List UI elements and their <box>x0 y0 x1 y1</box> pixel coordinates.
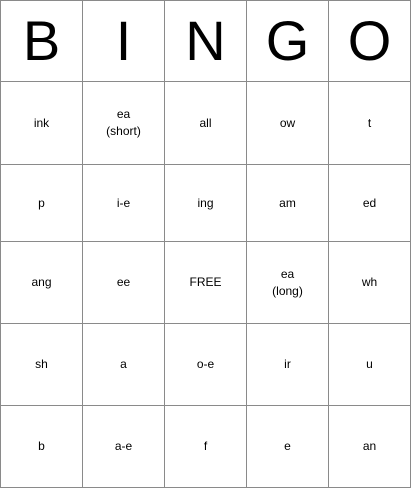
bingo-cell-text: f <box>203 439 208 453</box>
bingo-cell-text: u <box>366 357 373 371</box>
bingo-cell-n-5[interactable] <box>165 406 247 488</box>
bingo-cell-text: (short) <box>106 124 141 138</box>
bingo-cell-b-2[interactable] <box>1 165 83 242</box>
bingo-cell-o-2[interactable] <box>329 165 411 242</box>
bingo-cell-b-4[interactable] <box>1 324 83 406</box>
bingo-cell-text: a <box>120 357 127 371</box>
bingo-cell-text: am <box>279 195 296 210</box>
bingo-cell-text: ing <box>197 195 214 210</box>
bingo-cell-g-3[interactable] <box>247 242 329 324</box>
bingo-cell-text: ed <box>362 195 377 210</box>
bingo-cell-o-3[interactable] <box>329 242 411 324</box>
header-letter-o: O <box>329 1 411 82</box>
bingo-cell-text: ea <box>280 266 295 281</box>
bingo-cell-text: ir <box>284 357 291 371</box>
bingo-header-row <box>1 1 411 82</box>
header-letter-b: B <box>1 1 83 82</box>
bingo-cell-i-3[interactable] <box>83 242 165 324</box>
bingo-cell-n-1[interactable] <box>165 82 247 165</box>
bingo-cell-i-1[interactable] <box>83 82 165 165</box>
bingo-cell-text: i-e <box>116 195 131 210</box>
bingo-cell-g-4[interactable] <box>247 324 329 406</box>
bingo-cell-i-4[interactable] <box>83 324 165 406</box>
bingo-grid <box>1 82 411 488</box>
bingo-cell-g-1[interactable] <box>247 82 329 165</box>
bingo-cell-text: all <box>199 115 212 130</box>
bingo-cell-b-3[interactable] <box>1 242 83 324</box>
header-letter-i: I <box>83 1 165 82</box>
bingo-cell-b-5[interactable] <box>1 406 83 488</box>
bingo-cell-text: wh <box>361 275 378 289</box>
bingo-cell-text: FREE <box>189 275 222 289</box>
bingo-cell-text: an <box>362 439 377 453</box>
bingo-cell-text: ink <box>33 115 50 130</box>
bingo-cell-text: ea <box>116 107 131 121</box>
bingo-cell-n-2[interactable] <box>165 165 247 242</box>
bingo-cell-n-4[interactable] <box>165 324 247 406</box>
bingo-cell-text: t <box>367 115 372 130</box>
header-letter-g: G <box>247 1 329 82</box>
bingo-cell-n-3[interactable] <box>165 242 247 324</box>
bingo-cell-o-1[interactable] <box>329 82 411 165</box>
header-letter-n: N <box>165 1 247 82</box>
bingo-cell-g-5[interactable] <box>247 406 329 488</box>
bingo-cell-i-5[interactable] <box>83 406 165 488</box>
bingo-cell-text: a-e <box>114 439 133 453</box>
bingo-cell-text: ee <box>116 275 131 289</box>
bingo-cell-g-2[interactable] <box>247 165 329 242</box>
bingo-cell-text: ow <box>279 115 296 130</box>
bingo-cell-text: b <box>38 439 45 453</box>
bingo-cell-o-5[interactable] <box>329 406 411 488</box>
bingo-cell-o-4[interactable] <box>329 324 411 406</box>
bingo-cell-text: sh <box>35 357 48 371</box>
bingo-cell-i-2[interactable] <box>83 165 165 242</box>
bingo-cell-text: ang <box>31 275 52 289</box>
bingo-cell-b-1[interactable] <box>1 82 83 165</box>
bingo-cell-text: p <box>38 195 45 210</box>
bingo-cell-text: e <box>284 439 291 453</box>
bingo-cell-text: o-e <box>196 357 215 371</box>
bingo-cell-text: (long) <box>272 283 303 298</box>
